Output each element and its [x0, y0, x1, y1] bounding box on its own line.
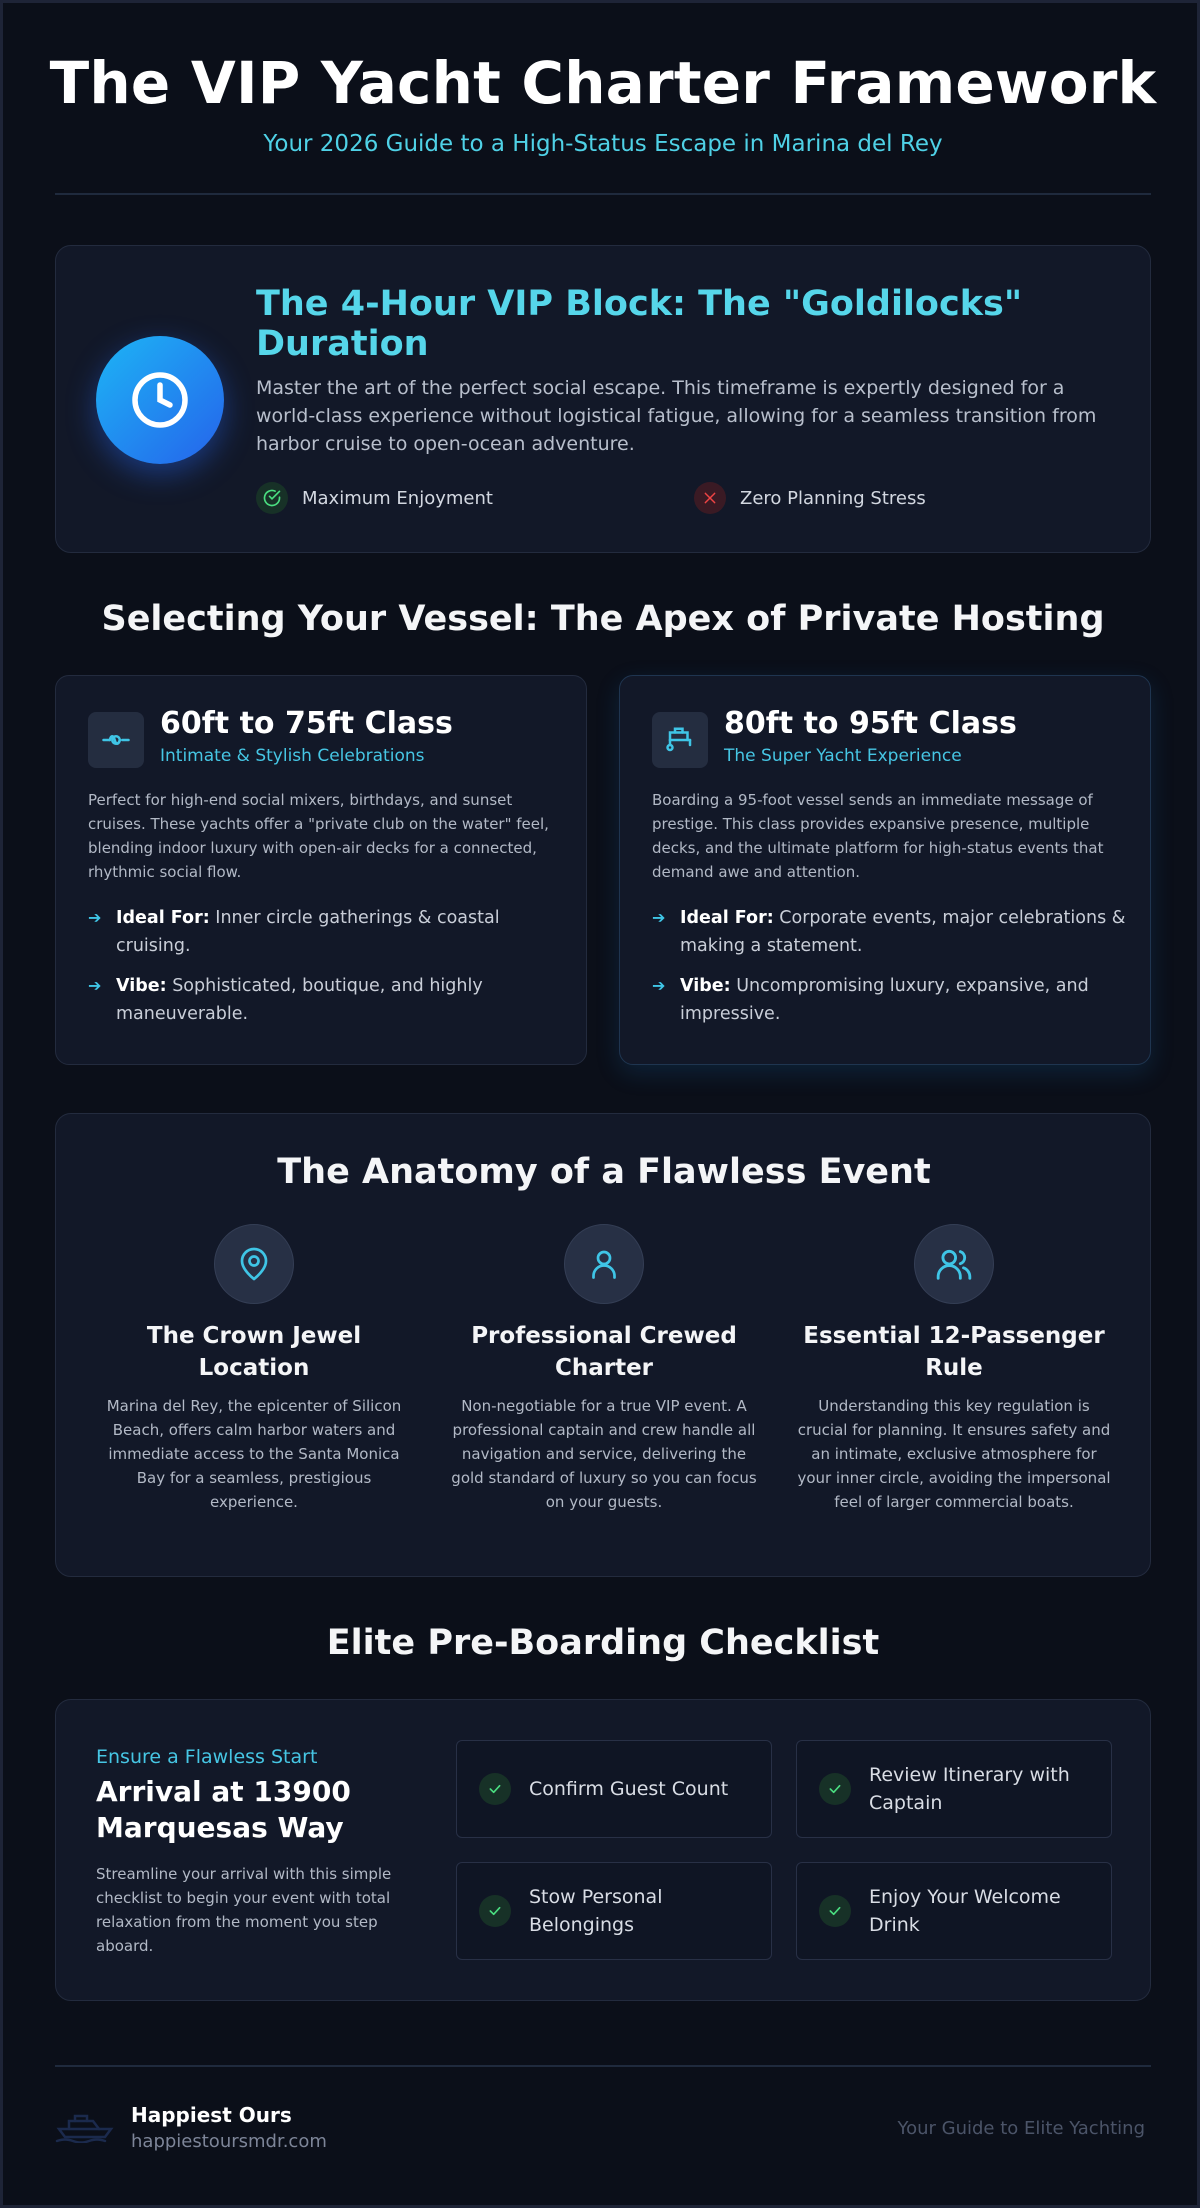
anatomy-title: The Anatomy of a Flawless Event: [277, 1152, 931, 1192]
vessel-card-subtitle: Intimate & Stylish Celebrations: [160, 746, 425, 766]
anatomy-column-text: Non-negotiable for a true VIP event. A professional captain and crew handle all navigation and service, delivering the gold standard of luxury so you can focus on your guests.: [451, 1397, 757, 1511]
vessel-bullet: [88, 972, 568, 1028]
checklist-item-label: Stow Personal Belongings: [529, 1886, 663, 1936]
checklist-item-label: Review Itinerary with Captain: [869, 1764, 1070, 1814]
checklist-item-label: Enjoy Your Welcome Drink: [869, 1886, 1061, 1936]
vessel-bullet: [652, 972, 1132, 1028]
bullet-text: Corporate events, major celebrations & making a statement.: [680, 908, 1126, 956]
header-divider: [55, 193, 1151, 195]
clock-icon: [96, 336, 224, 464]
arrow-right-icon: ➔: [652, 976, 666, 995]
hero-card: [55, 245, 1151, 553]
bullet-text: Sophisticated, boutique, and highly maneuverable.: [116, 976, 483, 1024]
check-icon: [819, 1773, 851, 1805]
arrow-right-icon: ➔: [88, 908, 102, 927]
check-circle-icon: [256, 482, 288, 514]
vessel-card-title: 60ft to 75ft Class: [160, 706, 453, 741]
checklist-card: [55, 1699, 1151, 2001]
map-pin-icon: [214, 1224, 294, 1304]
arrow-right-icon: ➔: [652, 908, 666, 927]
bullet-label: Vibe:: [116, 976, 167, 996]
anatomy-card: [55, 1113, 1151, 1577]
hero-title: The 4-Hour VIP Block: The "Goldilocks" Duration: [256, 284, 1023, 364]
bullet-text: Inner circle gatherings & coastal cruising.: [116, 908, 500, 956]
anatomy-column-title: Essential 12-Passenger Rule: [803, 1323, 1105, 1381]
check-icon: [479, 1895, 511, 1927]
pill-maximum-enjoyment: [256, 482, 493, 514]
vessel-section-title: Selecting Your Vessel: The Apex of Private Hosting: [101, 599, 1105, 639]
anatomy-column-title: The Crown Jewel Location: [146, 1323, 362, 1381]
x-icon: [694, 482, 726, 514]
hero-description: Master the art of the perfect social escape. This timeframe is expertly designed for a world-class experience without logistical fatigue, allowing for a seamless transition from harbor cruise to open-ocean adventure.: [256, 377, 1097, 455]
footer-url[interactable]: happiestoursmdr.com: [131, 2131, 327, 2152]
vessel-card-description: Perfect for high-end social mixers, birthdays, and sunset cruises. These yachts offer a "private club on the water" feel, blending indoor luxury with open-air decks for a connected, rhythmic social flow.: [88, 791, 549, 881]
footer-divider: [55, 2065, 1151, 2067]
checklist-item[interactable]: [796, 1740, 1112, 1838]
pill-label: Maximum Enjoyment: [302, 487, 493, 509]
bullet-label: Vibe:: [680, 976, 731, 996]
bullet-label: Ideal For:: [116, 908, 210, 928]
checklist-item-label: Confirm Guest Count: [529, 1778, 729, 1800]
anatomy-column-text: Marina del Rey, the epicenter of Silicon Beach, offers calm harbor waters and immediate access to the Santa Monica Bay for a seamless, prestigious experience.: [106, 1397, 402, 1511]
vessel-bullet: [88, 904, 568, 960]
checklist-section-title: Elite Pre-Boarding Checklist: [326, 1623, 880, 1663]
bullet-text: Uncompromising luxury, expansive, and impressive.: [680, 976, 1089, 1024]
vessel-bullet: [652, 904, 1132, 960]
bullet-label: Ideal For:: [680, 908, 774, 928]
footer-tagline: Your Guide to Elite Yachting: [897, 2118, 1145, 2139]
anatomy-column-text: Understanding this key regulation is crucial for planning. It ensures safety and an intimate, exclusive atmosphere for your inner circle, avoiding the impersonal feel of larger commercial boats.: [797, 1397, 1111, 1511]
checklist-kicker: Ensure a Flawless Start: [96, 1746, 318, 1768]
vessel-card-subtitle: The Super Yacht Experience: [724, 746, 962, 766]
anatomy-column-crew: [444, 1224, 764, 1514]
anatomy-column-location: [94, 1224, 414, 1514]
user-icon: [564, 1224, 644, 1304]
check-icon: [479, 1773, 511, 1805]
footer-brand-name: Happiest Ours: [131, 2103, 292, 2127]
vessel-card-80-95: [619, 675, 1151, 1065]
vessel-card-description: Boarding a 95-foot vessel sends an immediate message of prestige. This class provides expansive presence, multiple decks, and the ultimate platform for high-status events that demand awe and attention.: [652, 791, 1104, 881]
pill-zero-planning-stress: [694, 482, 926, 514]
checklist-title: Arrival at 13900 Marquesas Way: [96, 1775, 351, 1844]
checklist-item[interactable]: [456, 1740, 772, 1838]
arrow-right-icon: ➔: [88, 976, 102, 995]
pill-label: Zero Planning Stress: [740, 487, 926, 509]
rope-icon: [88, 712, 144, 768]
checklist-item[interactable]: [456, 1862, 772, 1960]
anatomy-column-title: Professional Crewed Charter: [471, 1323, 737, 1381]
yacht-logo-icon: [55, 2107, 115, 2147]
page-subtitle: Your 2026 Guide to a High-Status Escape in Marina del Rey: [263, 131, 943, 157]
users-icon: [914, 1224, 994, 1304]
vessel-card-60-75: [55, 675, 587, 1065]
check-icon: [819, 1895, 851, 1927]
anatomy-column-passenger-rule: [794, 1224, 1114, 1514]
vessel-card-title: 80ft to 95ft Class: [724, 706, 1017, 741]
crane-hook-icon: [652, 712, 708, 768]
page-title: The VIP Yacht Charter Framework: [49, 49, 1157, 117]
checklist-item[interactable]: [796, 1862, 1112, 1960]
checklist-description: Streamline your arrival with this simple checklist to begin your event with total relaxation from the moment you step aboard.: [96, 1865, 392, 1955]
